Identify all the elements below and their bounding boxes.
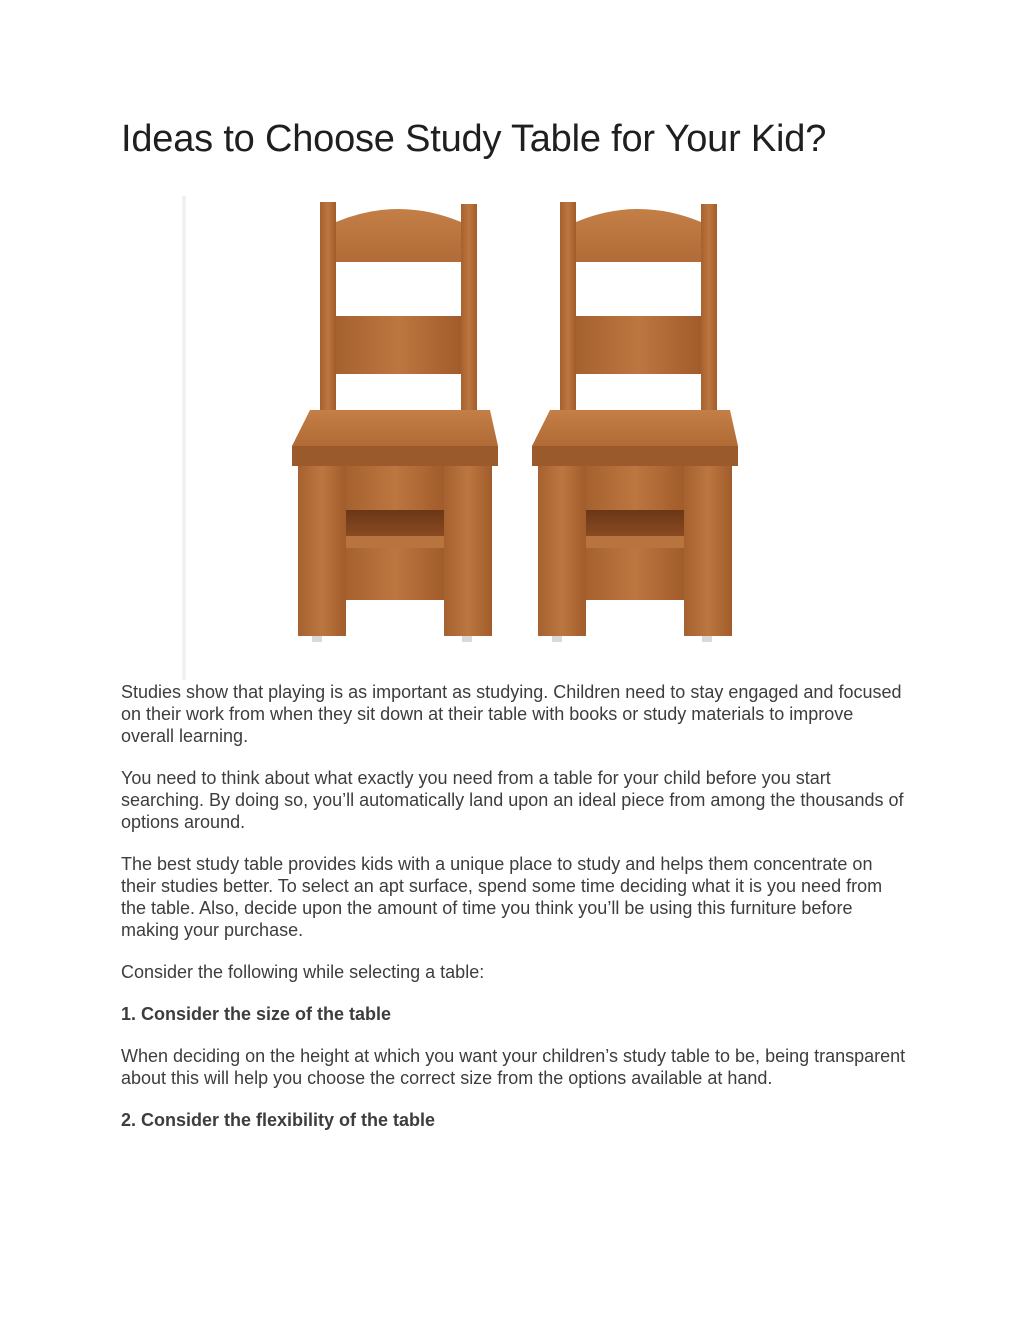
- page-title: Ideas to Choose Study Table for Your Kid?: [121, 118, 827, 160]
- paragraph-needs: You need to think about what exactly you need from a table for your child before you start searching. By doing so, you’ll automatically land upon an ideal piece from among the thousands of options around.: [121, 768, 904, 832]
- paragraph-best-table: The best study table provides kids with a unique place to study and helps them concentrate on their studies better. To select an apt surface, spend some time deciding what it is you need from the table. Also, decide upon the amount of time you think you’ll be using this furniture before making your purchase.: [121, 854, 883, 940]
- chairs-image: [182, 196, 742, 680]
- paragraph-intro: Studies show that playing is as important as studying. Children need to stay engaged and focused on their work from when they sit down at their table with books or study materials to improve overall learning.: [121, 682, 902, 746]
- section-heading-size: 1. Consider the size of the table: [121, 1004, 392, 1024]
- paragraph-size: When deciding on the height at which you want your children’s study table to be, being transparent about this will help you choose the correct size from the options available at hand.: [121, 1046, 906, 1088]
- section-heading-flexibility: 2. Consider the flexibility of the table: [121, 1110, 436, 1130]
- paragraph-consider: Consider the following while selecting a table:: [121, 962, 485, 982]
- article-body: [121, 681, 911, 1151]
